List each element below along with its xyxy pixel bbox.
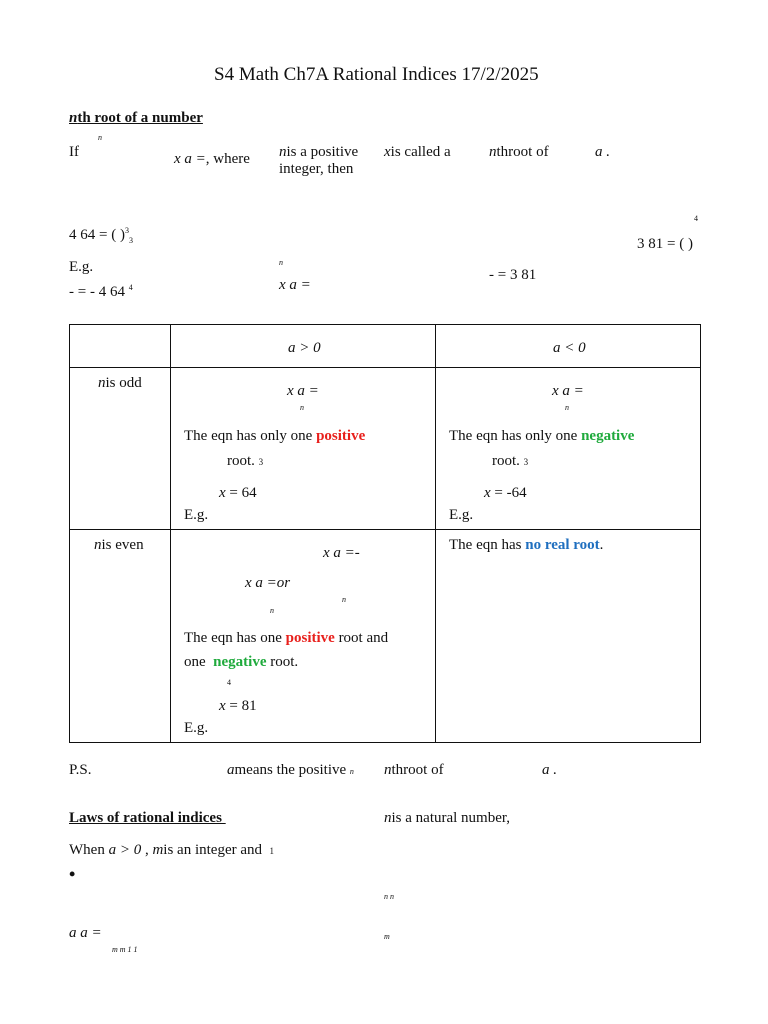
table-col-divider-1	[170, 325, 171, 742]
n-condition	[279, 144, 358, 178]
no-real-root: no real root	[525, 537, 600, 553]
n-condition-line1: is a positive	[286, 144, 359, 160]
odd-pos-example: x = 64	[219, 485, 257, 501]
row-label-even: nis even	[94, 537, 144, 553]
eg-label: E.g.	[69, 259, 94, 275]
positive-word: positive	[316, 428, 366, 444]
n-condition-line2: integer, then	[279, 161, 354, 177]
mid-root-index: n	[279, 258, 283, 267]
table-col-divider-2	[435, 325, 436, 742]
mid-equation: x a =	[279, 277, 311, 293]
even-pos-text-2: one negative root.	[184, 654, 299, 670]
odd-pos-n: n	[300, 403, 304, 412]
even-neg-text: The eqn has no real root.	[449, 537, 604, 553]
x-called-text: is called a	[390, 144, 451, 160]
if-word: If	[69, 144, 79, 160]
header-a-positive: a > 0	[288, 340, 321, 356]
example-cube-root	[69, 226, 133, 245]
a-dot: a .	[595, 144, 610, 160]
negative-word-even: negative	[213, 654, 267, 670]
a-a-equation: a a =	[69, 925, 102, 941]
right-negative-example: - = 3 81	[489, 267, 537, 283]
even-pos-n-2: n	[270, 606, 274, 615]
odd-neg-root: root. 3	[492, 453, 529, 469]
ps-a-dot: a .	[542, 762, 557, 778]
roots-table	[69, 324, 701, 743]
nn-index: n n	[384, 892, 394, 901]
nth-root-of	[489, 144, 549, 161]
example-cube-root-sub: 3	[128, 236, 133, 245]
ps-label: P.S.	[69, 762, 92, 778]
example-cube-root-sup: 3	[124, 226, 129, 235]
m-m-1-1: m m 1 1	[112, 945, 138, 954]
negative-word: negative	[581, 428, 635, 444]
natural-number-note: nis a natural number,	[384, 810, 511, 826]
row-label-odd: nis odd	[98, 375, 142, 391]
positive-word-even: positive	[285, 630, 335, 646]
example-fourth-root-sup: 4	[128, 283, 133, 292]
x-called	[384, 144, 451, 161]
example-cube-root-text: 4 64 = ( )	[69, 227, 125, 243]
example-fourth-root	[69, 283, 133, 301]
odd-pos-equation: x a =	[287, 383, 319, 399]
ps-means: ameans the positive n	[227, 762, 354, 778]
root-index-n: n	[98, 133, 102, 142]
when-condition: When a > 0 , mis an integer and 1	[69, 842, 275, 858]
odd-neg-n: n	[565, 403, 569, 412]
table-row-divider-2	[70, 529, 700, 530]
table-row-divider-1	[70, 367, 700, 368]
odd-neg-equation: x a =	[552, 383, 584, 399]
heading-text: th root of a number	[77, 110, 203, 126]
odd-neg-text: The eqn has only one negative	[449, 428, 635, 444]
odd-pos-root: root. 3	[227, 453, 264, 469]
even-pos-equation-2: x a =or	[245, 575, 291, 591]
n-condition-n: n	[279, 144, 287, 160]
odd-pos-eg: E.g.	[184, 507, 209, 523]
header-a-negative: a < 0	[553, 340, 586, 356]
right-root-index: 4	[694, 214, 698, 223]
even-pos-equation-1: x a =-	[323, 545, 360, 561]
odd-pos-text: The eqn has only one positive	[184, 428, 366, 444]
example-fourth-root-text: - = - 4 64	[69, 284, 125, 300]
odd-neg-eg: E.g.	[449, 507, 474, 523]
even-pos-text-1: The eqn has one positive root and	[184, 630, 389, 646]
even-pos-n-1: n	[342, 595, 346, 604]
section-heading-nth-root	[69, 110, 203, 127]
page-title: S4 Math Ch7A Rational Indices 17/2/2025	[214, 64, 539, 85]
m-index: m	[384, 932, 390, 941]
definition-equation	[174, 151, 250, 168]
heading-n: n	[69, 110, 78, 126]
x-called-x: x	[384, 144, 391, 160]
nth-root-n: n	[489, 144, 497, 160]
bullet-mark: •	[69, 864, 76, 884]
even-pos-eg: E.g.	[184, 720, 209, 736]
even-pos-example: x = 81	[219, 698, 257, 714]
ps-nth-root: nthroot of	[384, 762, 444, 778]
laws-heading: Laws of rational indices	[69, 810, 226, 826]
right-example: 3 81 = ( )	[637, 236, 693, 252]
where-text: , where	[205, 151, 250, 167]
even-pos-four: 4	[227, 678, 231, 687]
odd-neg-example: x = -64	[484, 485, 527, 501]
nth-root-text: throot of	[496, 144, 549, 160]
x-eq-a: x a =	[174, 151, 206, 167]
